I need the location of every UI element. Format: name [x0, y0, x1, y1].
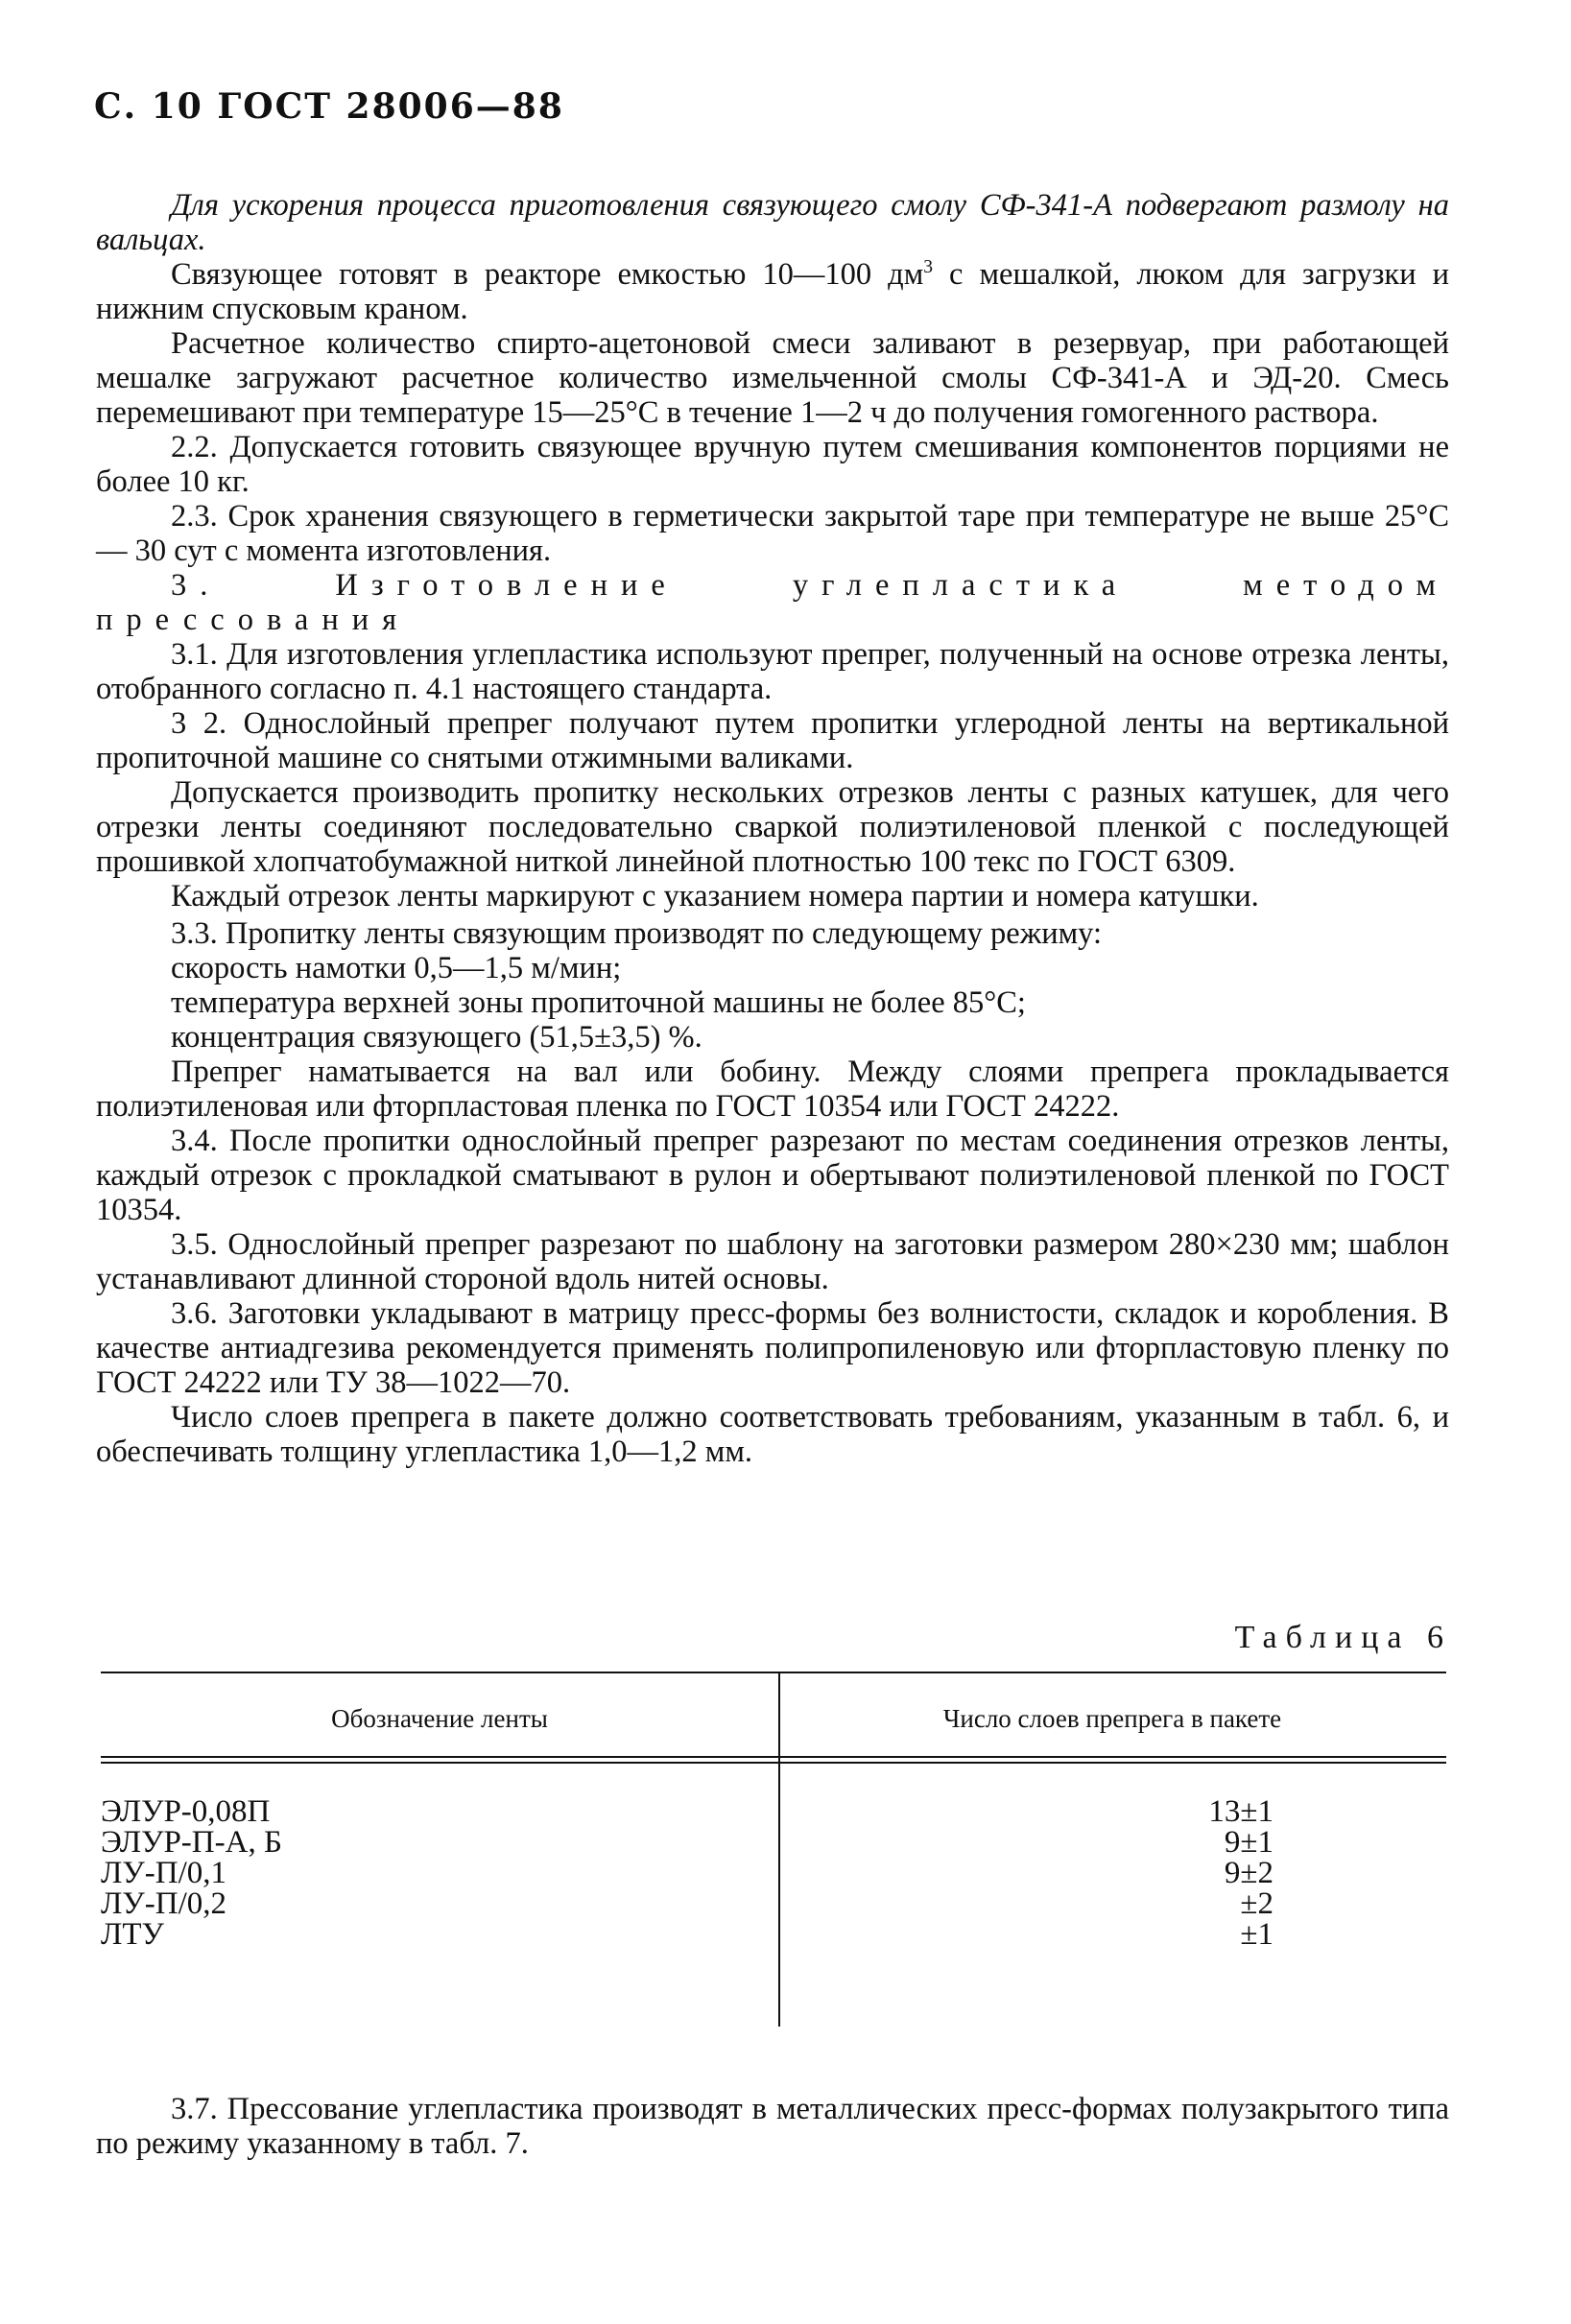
table-rule — [101, 1762, 1446, 1764]
section-heading: 3. Изготовление углепластика методом прессования — [96, 568, 1449, 637]
paragraph: Для ускорения процесса приготовления связующего смолу СФ-341-А подвергают размолу на вальцах. — [96, 188, 1449, 257]
body-text — [96, 188, 1449, 1469]
paragraph: 3.6. Заготовки укладывают в матрицу пресс-формы без волнистости, складок и коробления. В качестве антиадгезива рекомендуется применять полипропиленовую или фторпластовую пленку по ГОСТ 24222 или ТУ 38—1022—70. — [96, 1296, 1449, 1400]
table-header-cell: Обозначение ленты — [331, 1704, 548, 1733]
list-item: скорость намотки 0,5—1,5 м/мин; — [171, 951, 622, 985]
table-cell: ЛУ-П/0,2 — [101, 1886, 226, 1921]
paragraph: 2.3. Срок хранения связующего в герметически закрытой таре при температуре не выше 25°С — 30 сут с момента изготовления. — [96, 499, 1449, 568]
paragraph: 2.2. Допускается готовить связующее вручную путем смешивания компонентов порциями не более 10 кг. — [96, 430, 1449, 499]
paragraph: Допускается производить пропитку нескольких отрезков ленты с разных катушек, для чего отрезки ленты соединяют последовательно сваркой полиэтиленовой пленкой с последующей прошивкой хлопчатобумажной ниткой линейной плотностью 100 текс по ГОСТ 6309. — [96, 775, 1449, 879]
table-cell: ±1 — [1240, 1917, 1273, 1952]
table-cell: 13±1 — [1208, 1794, 1273, 1829]
table-cell: ±2 — [1240, 1886, 1273, 1921]
paragraph: 3.7. Прессование углепластика производят в металлических пресс-формах полузакрытого типа по режиму указанному в табл. 7. — [96, 2092, 1449, 2161]
table-column-designation — [101, 1796, 773, 1950]
paragraph: Препрег наматывается на вал или бобину. Между слоями препрега прокладывается полиэтиленовая или фторпластовая пленка по ГОСТ 10354 или ГОСТ 24222. — [96, 1055, 1449, 1124]
paragraph: 3.1. Для изготовления углепластика используют препрег, полученный на основе отрезка ленты, отобранного согласно п. 4.1 настоящего стандарта. — [96, 637, 1449, 706]
paragraph: Каждый отрезок ленты маркируют с указанием номера партии и номера катушки. — [171, 879, 1259, 913]
table-header-cell: Число слоев препрега в пакете — [942, 1704, 1282, 1733]
paragraph: 3 2. Однослойный препрег получают путем пропитки углеродной ленты на вертикальной пропиточной машине со снятыми отжимными валиками. — [96, 706, 1449, 775]
data-table — [101, 1672, 1446, 2027]
table-column-layers — [778, 1796, 1273, 1950]
table-rule — [101, 1756, 1446, 1758]
table-cell: ЛУ-П/0,1 — [101, 1856, 226, 1890]
paragraph: Расчетное количество спирто-ацетоновой смеси заливают в резервуар, при работающей мешалке загружают расчетное количество измельченной смолы СФ-341-А и ЭД-20. Смесь перемешивают при температуре 15—25°С в течение 1—2 ч до получения гомогенного раствора. — [96, 326, 1449, 430]
list-item: концентрация связующего (51,5±3,5) %. — [171, 1020, 702, 1055]
paragraph: 3.3. Пропитку ленты связующим производят по следующему режиму: — [171, 916, 1103, 951]
table-cell: 9±1 — [1224, 1825, 1273, 1860]
table-cell: ЭЛУР-П-А, Б — [101, 1825, 282, 1860]
table-cell: 9±2 — [1224, 1856, 1273, 1890]
paragraph: Число слоев препрега в пакете должно соответствовать требованиям, указанным в табл. 6, и обеспечивать толщину углепластика 1,0—1,2 мм. — [96, 1400, 1449, 1469]
list-item: температура верхней зоны пропиточной машины не более 85°С; — [171, 985, 1026, 1020]
paragraph: 3.4. После пропитки однослойный препрег разрезают по местам соединения отрезков ленты, каждый отрезок с прокладкой сматывают в рулон и обертывают полиэтиленовой пленкой по ГОСТ 10354. — [96, 1124, 1449, 1227]
table-rule — [101, 1672, 1446, 1673]
final-text — [96, 2092, 1449, 2161]
paragraph: 3.5. Однослойный препрег разрезают по шаблону на заготовки размером 280×230 мм; шаблон устанавливают длинной стороной вдоль нитей основы. — [96, 1227, 1449, 1296]
page-header: С. 10 ГОСТ 28006—88 — [94, 86, 564, 127]
table-cell: ЛТУ — [101, 1917, 164, 1952]
table-cell: ЭЛУР-0,08П — [101, 1794, 271, 1829]
paragraph: Связующее готовят в реакторе емкостью 10—100 $дм^3$ с мешалкой, люком для загрузки и нижним спусковым краном. — [96, 257, 1449, 326]
table-caption: Таблица 6 — [1234, 1620, 1452, 1655]
